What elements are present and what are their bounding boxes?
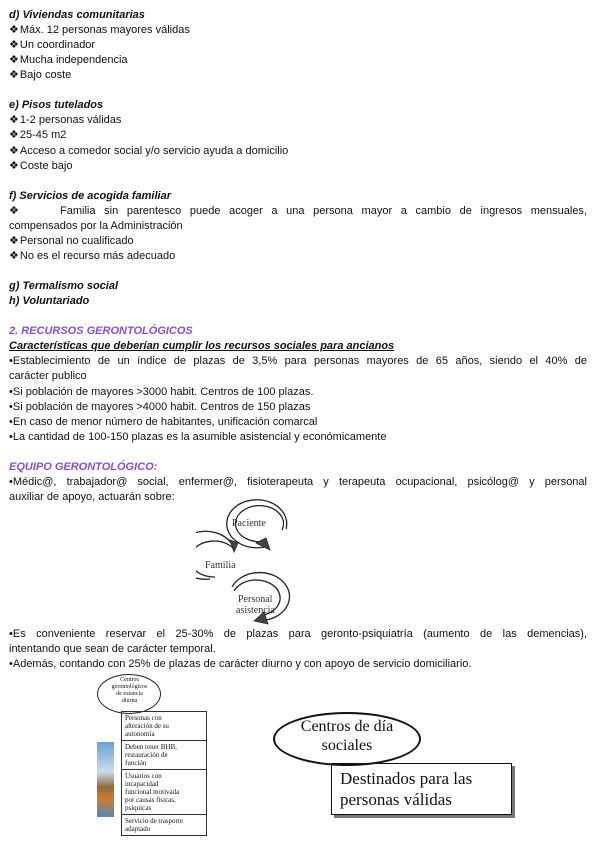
list-item: ❖ Mucha independencia [9, 53, 128, 67]
cycle-label-paciente: Paciente [232, 518, 266, 529]
recursos-bullet: • Establecimiento de un índice de plazas de 3,5% para personas mayores de 65 años, siendo el 40% de [9, 354, 587, 368]
criteria-box: Servicio de trasporte adaptado [125, 817, 183, 833]
recursos-bullet: • Si población de mayores >4000 habit. Centros de 150 plazas [9, 400, 310, 414]
recursos-bullet: • En caso de menor número de habitantes, unificación comarcal [9, 415, 317, 429]
cycle-label-personal: Personal [238, 594, 273, 605]
recursos-heading: 2. RECURSOS GERONTOLÓGICOS [9, 325, 193, 337]
equipo-text-cont: auxiliar de apoyo, actuarán sobre: [9, 491, 175, 503]
list-item: ❖ No es el recurso más adecuado [9, 249, 175, 263]
photo-thumbnail [97, 742, 114, 817]
section-e-title: e) Pisos tutelados [9, 99, 104, 111]
list-item: ❖ Personal no cualificado [9, 234, 134, 248]
list-item: ❖ Bajo coste [9, 68, 71, 82]
destinados-box: Destinados para las personas válidas [331, 763, 512, 815]
list-item: ❖ 25-45 m2 [9, 128, 66, 142]
list-item: ❖ Máx. 12 personas mayores válidas [9, 23, 190, 37]
criteria-box: Usuarios con incapacidad funcional motivada por causas físicas, psíquicas [122, 770, 206, 815]
section-g-title: g) Termalismo social [9, 280, 119, 292]
list-item: ❖ 1-2 personas válidas [9, 113, 121, 127]
list-item: ❖ Un coordinador [9, 38, 95, 52]
list-item: ❖ Acceso a comedor social y/o servicio ayuda a domicilio [9, 144, 288, 158]
recursos-bullet-cont: carácter publico [9, 370, 87, 382]
equipo-bullet: • Además, contando con 25% de plazas de carácter diurno y con apoyo de servicio domiciliario. [9, 657, 471, 671]
cycle-arrow [196, 531, 232, 579]
recursos-bullet: • Si población de mayores >3000 habit. Centros de 100 plazas. [9, 385, 313, 399]
care-cycle-diagram [196, 494, 302, 626]
centros-estancia-label: Centros gerontológicos de estancia diurna [111, 677, 148, 704]
equipo-text: • Médic@, trabajador@ social, enfermer@, fisioterapeuta y terapeuta ocupacional, psicólog@ y personal [9, 475, 587, 489]
cycle-label-familia: Familia [205, 560, 236, 571]
recursos-bullet: • La cantidad de 100-150 plazas es la asumible asistencial y económicamente [9, 430, 386, 444]
equipo-bullet-cont: intentando que sean de carácter temporal. [9, 643, 216, 655]
centros-dia-label: Centros de día sociales [300, 718, 394, 754]
section-d-title: d) Viviendas comunitarias [9, 9, 145, 21]
criteria-box: Personas con alteración de su autonomía [122, 712, 206, 741]
cycle-arrow [196, 541, 234, 577]
section-f-text-cont: compensados por la Administración [9, 220, 183, 232]
cycle-label-asistencia: asistencia [236, 605, 275, 616]
section-f-text: ❖ Familia sin parentesco puede acoger a una persona mayor a cambio de ingresos mensuales, [9, 204, 587, 218]
criteria-box: Deben tener BHB, restauración de función [122, 741, 206, 770]
recursos-subheading: Características que deberían cumplir los recursos sociales para ancianos [9, 340, 395, 352]
section-f-title: f) Servicios de acogida familiar [9, 190, 172, 202]
list-item: ❖ Coste bajo [9, 159, 72, 173]
equipo-heading: EQUIPO GERONTOLÓGICO: [9, 461, 158, 473]
centros-estancia-boxes [121, 711, 207, 836]
equipo-bullet: • Es conveniente reservar el 25-30% de plazas para geronto-psiquiatría (aumento de las demencias), [9, 627, 587, 641]
section-h-title: h) Voluntariado [9, 295, 90, 307]
